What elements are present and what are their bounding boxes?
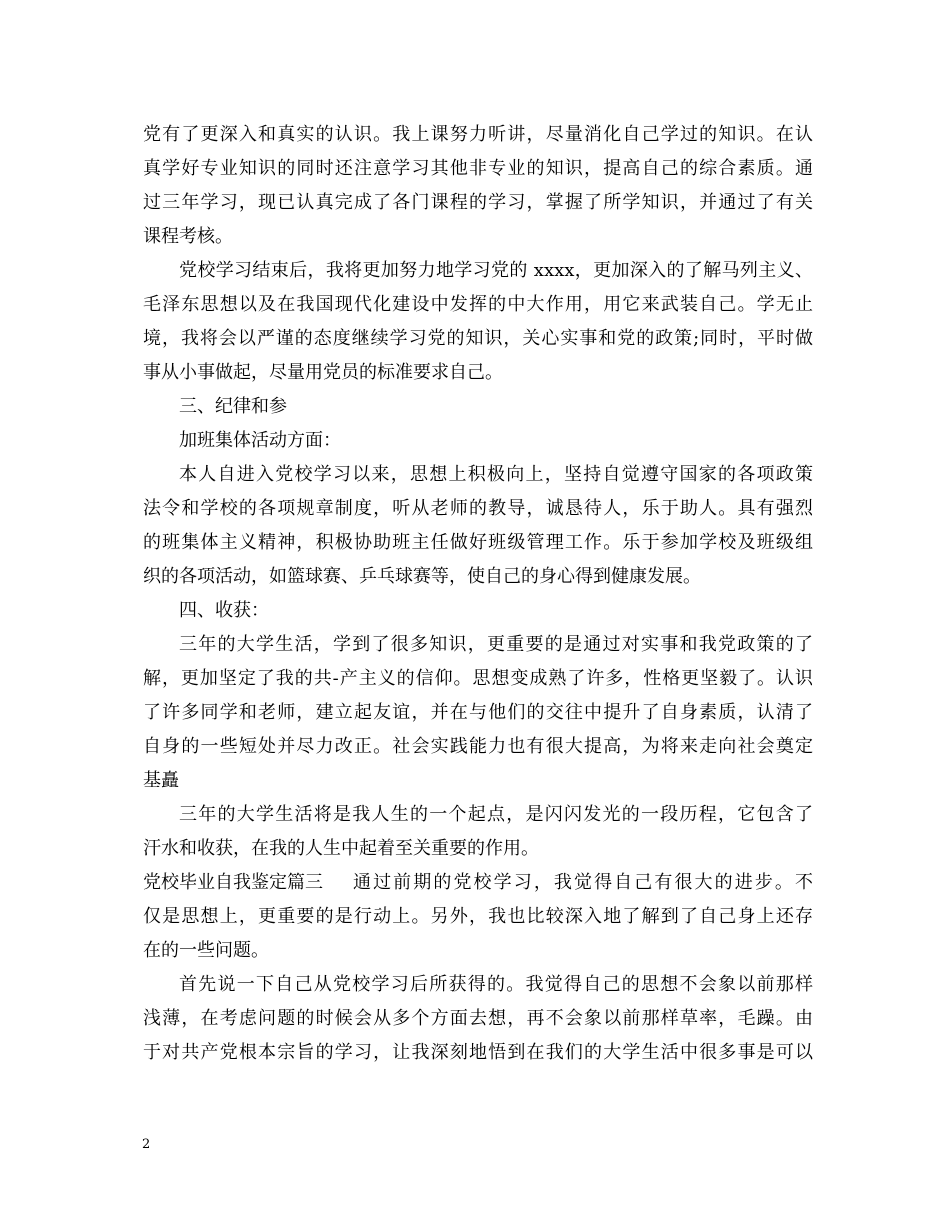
text-line: 真学好专业知识的同时还注意学习其他非专业的知识，提高自己的综合素质。通 <box>143 158 813 179</box>
text-line: 法令和学校的各项规章制度，听从老师的教导，诚恳待人，乐于助人。具有强烈 <box>143 498 813 519</box>
text-line: 织的各项活动，如篮球赛、乒乓球赛等，使自己的身心得到健康发展。 <box>143 566 701 587</box>
text-line: 基矗 <box>143 770 179 791</box>
section-heading-continuation: 加班集体活动方面： <box>179 430 341 451</box>
section-heading: 三、纪律和参 <box>179 396 287 417</box>
text-line: 三年的大学生活将是我人生的一个起点，是闪闪发光的一段历程，它包含了 <box>179 804 813 825</box>
text-line: 事从小事做起，尽量用党员的标准要求自己。 <box>143 362 503 383</box>
text-line: 的班集体主义精神，积极协助班主任做好班级管理工作。乐于参加学校及班级组 <box>143 532 813 553</box>
text-line: 浅薄，在考虑问题的时候会从多个方面去想，再不会象以前那样草率，毛躁。由 <box>143 1008 813 1029</box>
text-line: 仅是思想上，更重要的是行动上。另外，我也比较深入地了解到了自己身上还存 <box>143 906 813 927</box>
text-line: 毛泽东思想以及在我国现代化建设中发挥的中大作用，用它来武装自己。学无止 <box>143 294 813 315</box>
text-line: 了许多同学和老师，建立起友谊，并在与他们的交往中提升了自身素质，认清了 <box>143 702 813 723</box>
text-line: 自身的一些短处并尽力改正。社会实践能力也有很大提高，为将来走向社会奠定 <box>143 736 813 757</box>
section-heading: 四、收获： <box>179 600 269 621</box>
text-line: 三年的大学生活，学到了很多知识，更重要的是通过对实事和我党政策的了 <box>179 634 813 655</box>
text-line: 本人自进入党校学习以来，思想上积极向上，坚持自觉遵守国家的各项政策 <box>179 464 813 485</box>
text-line: 首先说一下自己从党校学习后所获得的。我觉得自己的思想不会象以前那样 <box>179 974 813 995</box>
text-line: 过三年学习，现已认真完成了各门课程的学习，掌握了所学知识，并通过了有关 <box>143 192 813 213</box>
document-body <box>143 118 813 1070</box>
page-number: 2 <box>142 1137 151 1152</box>
text-line: 党校学习结束后，我将更加努力地学习党的 xxxx，更加深入的了解马列主义、 <box>179 260 813 281</box>
article-title: 党校毕业自我鉴定篇三 <box>143 872 323 893</box>
text-line: 课程考核。 <box>143 226 233 247</box>
article-title-line <box>143 866 813 900</box>
text-line: 在的一些问题。 <box>143 940 269 961</box>
text-line: 通过前期的党校学习，我觉得自己有很大的进步。不 <box>353 872 813 893</box>
text-line: 境，我将会以严谨的态度继续学习党的知识，关心实事和党的政策;同时，平时做 <box>143 328 813 349</box>
text-line: 党有了更深入和真实的认识。我上课努力听讲，尽量消化自己学过的知识。在认 <box>143 124 813 145</box>
text-line: 解，更加坚定了我的共-产主义的信仰。思想变成熟了许多，性格更坚毅了。认识 <box>143 668 813 689</box>
text-line: 于对共产党根本宗旨的学习，让我深刻地悟到在我们的大学生活中很多事是可以 <box>143 1042 813 1063</box>
text-line: 汗水和收获，在我的人生中起着至关重要的作用。 <box>143 838 539 859</box>
